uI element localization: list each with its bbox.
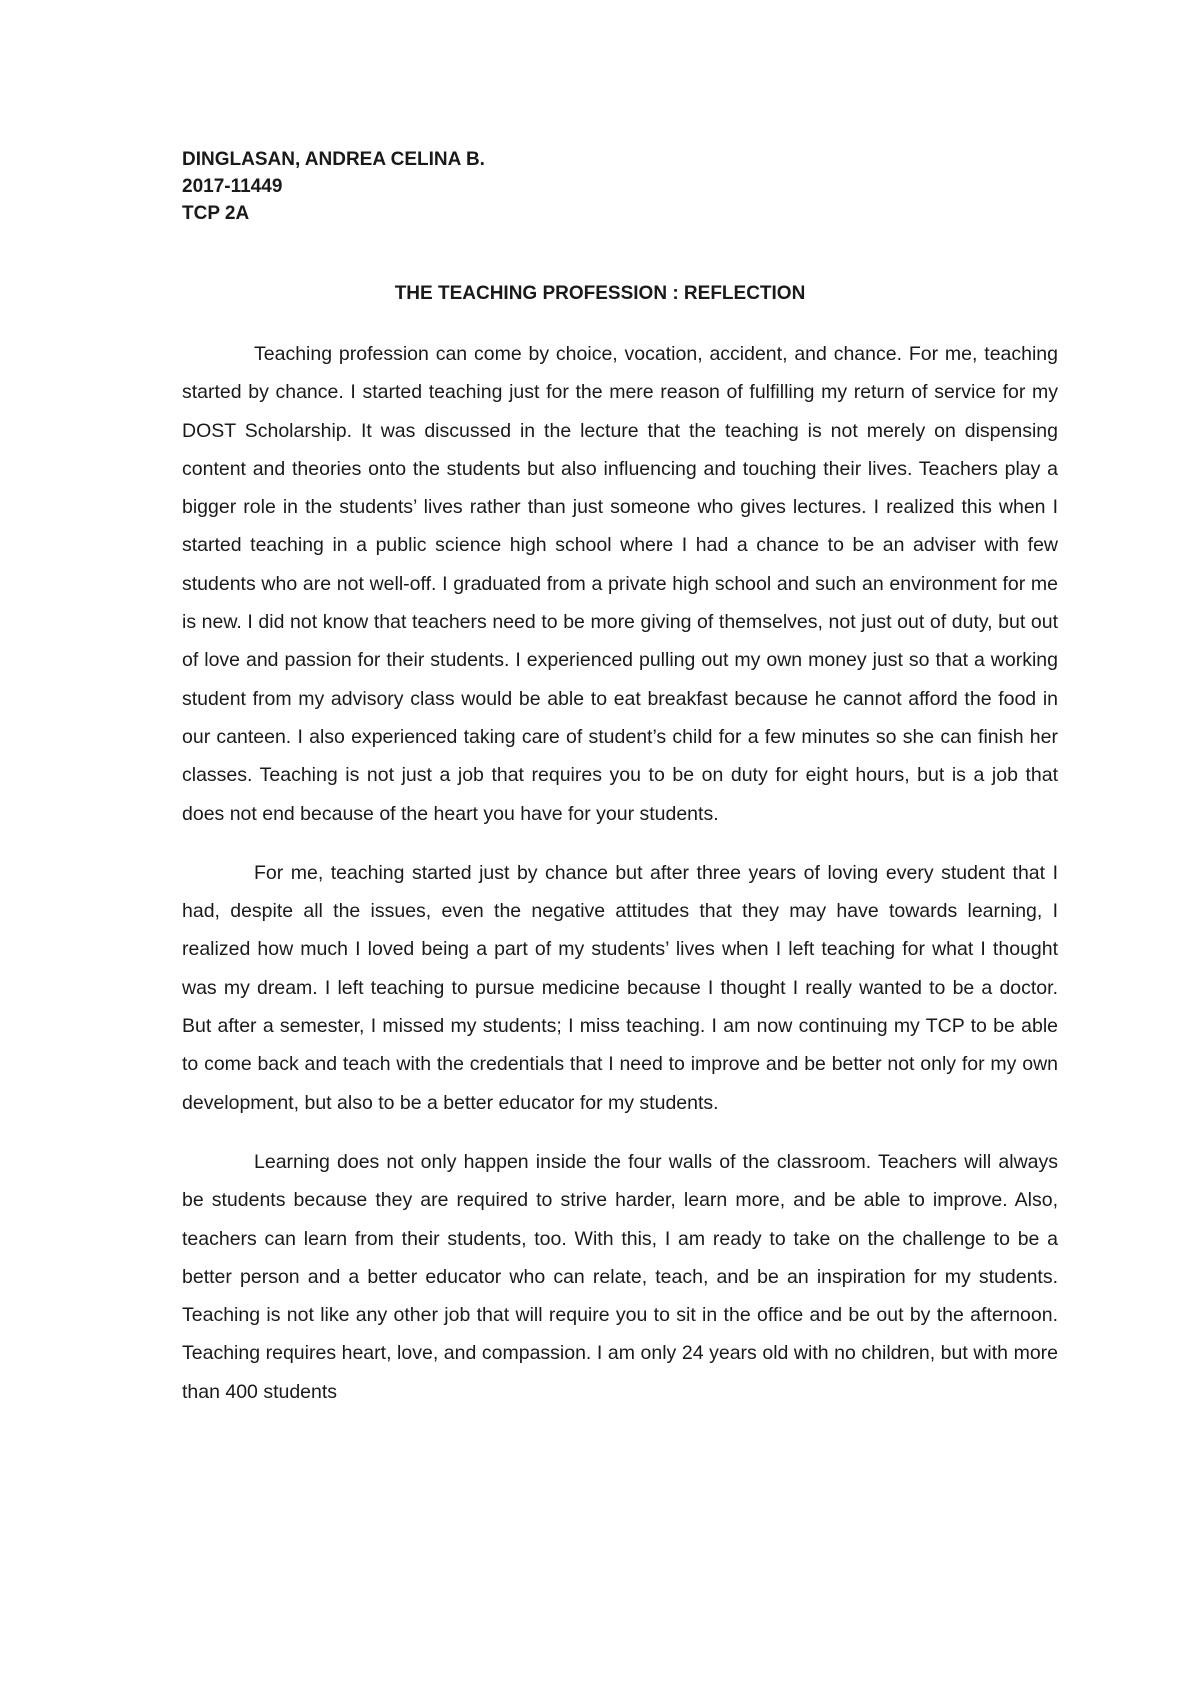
student-number: 2017-11449 <box>182 176 283 197</box>
paragraph: For me, teaching started just by chance but after three years of loving every student that I had, despite all the issues, even the negative attitudes that they may have towards learning, I realized how much I loved being a part of my students’ lives when I left teaching for what I thought was my dream. I left teaching to pursue medicine because I thought I really wanted to be a doctor. But after a semester, I missed my students; I miss teaching. I am now continuing my TCP to be able to come back and teach with the credentials that I need to improve and be better not only for my own development, but also to be a better educator for my students. <box>182 861 1058 1114</box>
author-name: DINGLASAN, ANDREA CELINA B. <box>182 149 485 170</box>
document-title: THE TEACHING PROFESSION : REFLECTION <box>394 283 806 304</box>
author-header <box>182 146 485 227</box>
document-body <box>182 335 1058 1432</box>
section-label: TCP 2A <box>182 203 250 224</box>
paragraph: Learning does not only happen inside the four walls of the classroom. Teachers will always be students because they are required to strive harder, learn more, and be able to improve. Also, teachers can learn from their students, too. With this, I am ready to take on the challenge to be a better person and a better educator who can relate, teach, and be an inspiration for my students. Teaching is not like any other job that will require you to sit in the office and be out by the afternoon. Teaching requires heart, love, and compassion. I am only 24 years old with no children, but with more than 400 students <box>182 1150 1058 1403</box>
paragraph: Teaching profession can come by choice, vocation, accident, and chance. For me, teaching started by chance. I started teaching just for the mere reason of fulfilling my return of service for my DOST Scholarship. It was discussed in the lecture that the teaching is not merely on dispensing content and theories onto the students but also influencing and touching their lives. Teachers play a bigger role in the students’ lives rather than just someone who gives lectures. I realized this when I started teaching in a public science high school where I had a chance to be an adviser with few students who are not well-off. I graduated from a private high school and such an environment for me is new. I did not know that teachers need to be more giving of themselves, not just out of duty, but out of love and passion for their students. I experienced pulling out my own money just so that a working student from my advisory class would be able to eat breakfast because he cannot afford the food in our canteen. I also experienced taking care of student’s child for a few minutes so she can finish her classes. Teaching is not just a job that requires you to be on duty for eight hours, but is a job that does not end because of the heart you have for your students. <box>182 343 1058 825</box>
